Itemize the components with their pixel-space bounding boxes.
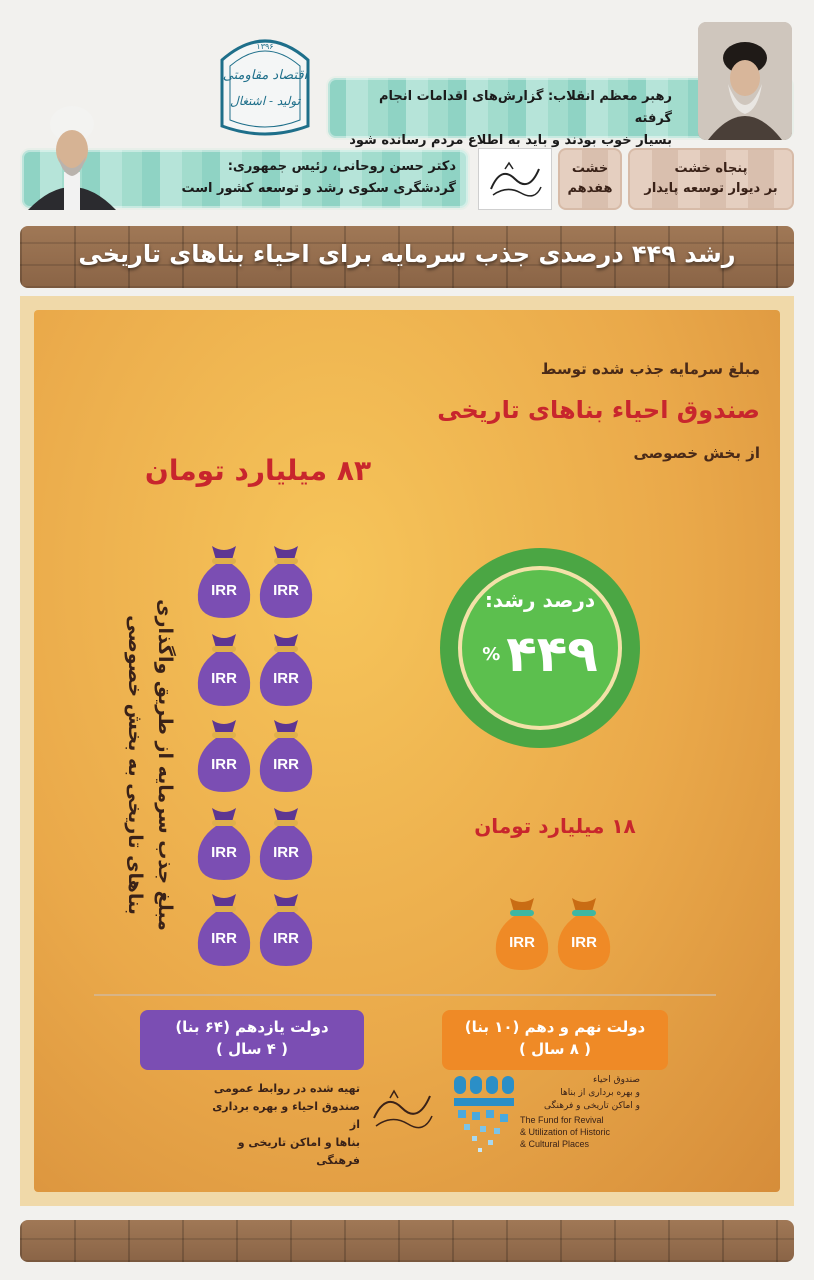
purple-money-bag-icon	[194, 806, 254, 882]
bag-label: IRR	[273, 582, 299, 599]
bag-label: IRR	[273, 930, 299, 947]
bag-label: IRR	[273, 844, 299, 861]
fund-fa-line1: صندوق احیاء	[592, 1075, 640, 1085]
intro-line1: مبلغ سرمایه جذب شده توسط	[540, 360, 760, 378]
president-portrait	[20, 94, 124, 210]
divider-line	[94, 994, 716, 996]
logo-year: ۱۳۹۶	[256, 42, 274, 51]
tag-series-line1: پنجاه خشت	[674, 161, 748, 176]
president-quote-line2: گردشگری سکوی رشد و توسعه کشور است	[181, 181, 456, 196]
bag-label: IRR	[509, 934, 535, 951]
era-eleventh-line1: دولت یازدهم (۶۴ بنا)	[175, 1018, 329, 1036]
purple-money-bag-icon	[194, 544, 254, 620]
bag-label: IRR	[211, 756, 237, 773]
tag-series	[628, 148, 794, 210]
orange-money-bag-icon	[554, 896, 614, 972]
logo-line1: اقتصاد مقاومتی	[222, 68, 308, 83]
leader-portrait	[698, 22, 792, 140]
fund-name-en	[520, 1114, 650, 1150]
growth-value: ۴۴۹	[506, 625, 598, 683]
era-ninth-tenth-box	[442, 1010, 668, 1070]
leader-quote-line1: رهبر معظم انقلاب: گزارش‌های اقدامات انجام گرفته	[379, 89, 672, 126]
page-title: رشد ۴۴۹ درصدی جذب سرمایه برای احیاء بناهای تاریخی	[78, 240, 736, 268]
purple-money-bag-icon	[194, 892, 254, 968]
fund-name-fa	[520, 1074, 640, 1113]
fund-en-line1: The Fund for Revival	[520, 1115, 604, 1125]
amount-large: ۸۳ میلیارد تومان	[144, 454, 372, 487]
president-quote-line1: دکتر حسن روحانی، رئیس جمهوری:	[227, 159, 456, 174]
bag-label: IRR	[273, 670, 299, 687]
purple-money-bag-icon	[256, 544, 316, 620]
leader-quote-line2: بسیار خوب بودند و باید به اطلاع مردم رسانده شود	[349, 133, 672, 148]
prepared-by	[200, 1080, 360, 1170]
heritage-org-logo	[478, 148, 552, 210]
purple-money-bag-icon	[256, 892, 316, 968]
tag-number-line2: هفدهم	[567, 181, 613, 196]
fund-logo	[452, 1072, 516, 1158]
growth-value-group	[458, 624, 622, 684]
intro-line2: صندوق احیاء بناهای تاریخی	[437, 396, 760, 424]
tag-brick-number	[558, 148, 622, 210]
growth-label: درصد رشد:	[484, 588, 596, 612]
prepared-line1: تهیه شده در روابط عمومی	[213, 1082, 360, 1095]
footer-heritage-logo	[366, 1080, 438, 1136]
purple-money-bag-icon	[256, 632, 316, 708]
era-eleventh-line2: ( ۴ سال )	[216, 1040, 288, 1058]
tag-series-line2: بر دیوار توسعه پایدار	[644, 181, 778, 196]
vertical-caption-line1: مبلغ جذب سرمایه از طریق واگذاری	[154, 599, 176, 931]
fund-fa-line2: و بهره برداری از بناها	[560, 1088, 640, 1098]
era-eleventh-box	[140, 1010, 364, 1070]
prepared-line3: بناها و اماکن تاریخی و فرهنگی	[237, 1136, 360, 1167]
bag-label: IRR	[211, 930, 237, 947]
era-ninth-tenth-line1: دولت نهم و دهم (۱۰ بنا)	[464, 1018, 646, 1036]
fund-fa-line3: و اماکن تاریخی و فرهنگی	[544, 1101, 640, 1111]
logo-line2: تولید - اشتغال	[230, 94, 300, 108]
purple-money-bag-icon	[256, 718, 316, 794]
tag-number-line1: خشت	[571, 161, 609, 176]
era-ninth-tenth-line2: ( ۸ سال )	[519, 1040, 591, 1058]
intro-line3: از بخش خصوصی	[633, 444, 760, 462]
economy-logo	[210, 30, 320, 140]
bag-label: IRR	[273, 756, 299, 773]
purple-money-bag-icon	[256, 806, 316, 882]
bag-label: IRR	[571, 934, 597, 951]
growth-unit: %	[482, 643, 501, 665]
bottom-brick-bar	[20, 1220, 794, 1262]
bag-label: IRR	[211, 582, 237, 599]
fund-en-line2: & Utilization of Historic	[520, 1127, 611, 1137]
bag-label: IRR	[211, 844, 237, 861]
bag-label: IRR	[211, 670, 237, 687]
orange-money-bag-icon	[492, 896, 552, 972]
vertical-caption-line2: بناهای تاریخی به بخش خصوصی	[124, 615, 146, 915]
fund-en-line3: & Cultural Places	[520, 1139, 590, 1149]
purple-money-bag-icon	[194, 632, 254, 708]
title-bar	[20, 226, 794, 288]
purple-money-bag-icon	[194, 718, 254, 794]
prepared-line2: صندوق احیاء و بهره برداری از	[212, 1100, 360, 1131]
vertical-caption	[90, 560, 180, 970]
amount-small: ۱۸ میلیارد تومان	[474, 814, 636, 838]
